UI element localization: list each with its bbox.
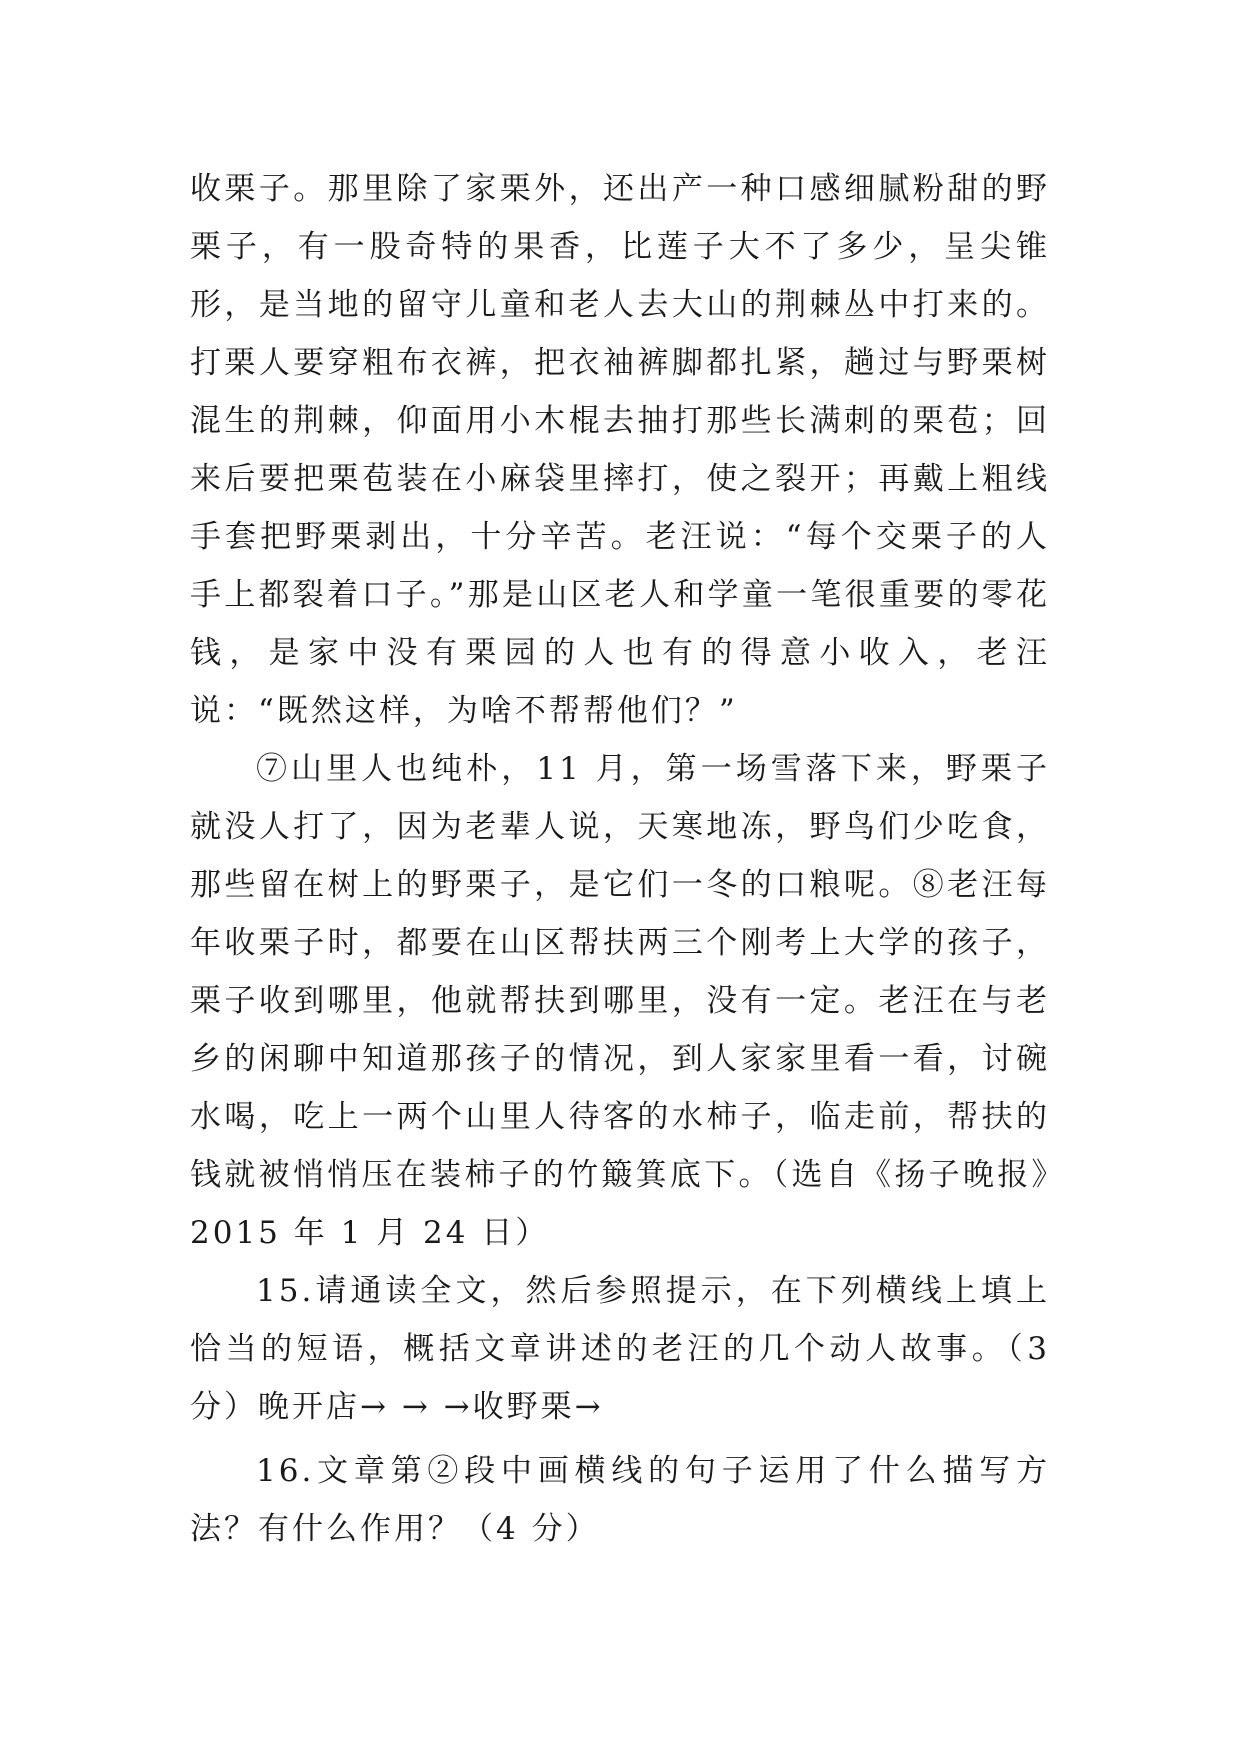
question-15: 15.请通读全文，然后参照提示，在下列横线上填上恰当的短语，概括文章讲述的老汪的几个动人故事。（3 分）晚开店→ → →收野栗→	[190, 1273, 1050, 1425]
paragraph-6-continuation: 收栗子。那里除了家栗外，还出产一种口感细腻粉甜的野栗子，有一股奇特的果香，比莲子大不了多少，呈尖锥形，是当地的留守儿童和老人去大山的荆棘丛中打来的。打栗人要穿粗布衣裤，把衣袖裤脚都扎紧，趟过与野栗树混生的荆棘，仰面用小木棍去抽打那些长满刺的栗苞；回来后要把栗苞装在小麻袋里摔打，使之裂开；再戴上粗线手套把野栗剥出，十分辛苦。老汪说：“每个交栗子的人手上都裂着口子。”那是山区老人和学童一笔很重要的零花钱，是家中没有栗园的人也有的得意小收入，老汪说：“既然这样，为啥不帮帮他们？”	[190, 171, 1050, 729]
paragraph-7-8: ⑦山里人也纯朴，11 月，第一场雪落下来，野栗子就没人打了，因为老辈人说，天寒地冻，野鸟们少吃食，那些留在树上的野栗子，是它们一冬的口粮呢。⑧老汪每年收栗子时，都要在山区帮扶两三个刚考上大学的孩子，栗子收到哪里，他就帮扶到哪里，没有一定。老汪在与老乡的闲聊中知道那孩子的情况，到人家家里看一看，讨碗水喝，吃上一两个山里人待客的水柿子，临走前，帮扶的钱就被悄悄压在装柿子的竹簸箕底下。（选自《扬子晚报》2015 年 1 月 24 日）	[190, 751, 1050, 1251]
document-body	[190, 160, 1050, 1558]
question-16: 16.文章第②段中画横线的句子运用了什么描写方法？有什么作用？（4 分）	[190, 1453, 1050, 1547]
